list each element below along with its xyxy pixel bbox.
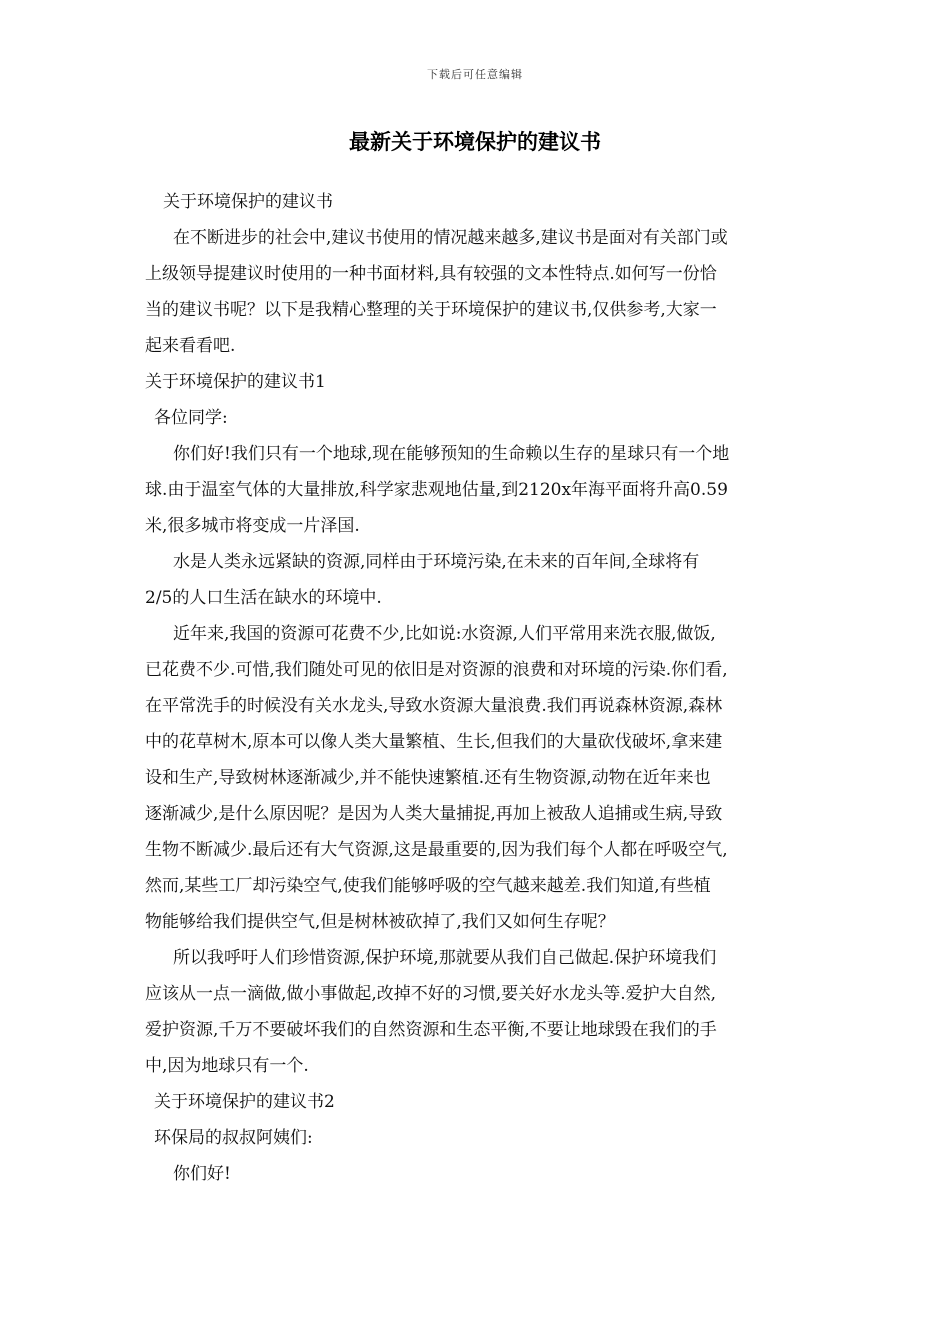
section-heading-2: 关于环境保护的建议书2 — [154, 1092, 335, 1112]
paragraph-line: 你们好!我们只有一个地球,现在能够预知的生命赖以生存的星球只有一个地 — [173, 444, 730, 464]
paragraph-line: 物能够给我们提供空气,但是树林被砍掉了,我们又如何生存呢？ — [145, 912, 615, 932]
paragraph-line: 已花费不少.可惜,我们随处可见的依旧是对资源的浪费和对环境的污染.你们看, — [145, 660, 728, 680]
paragraph-line: 在平常洗手的时候没有关水龙头,导致水资源大量浪费.我们再说森林资源,森林 — [145, 696, 723, 716]
paragraph-line: 生物不断减少.最后还有大气资源,这是最重要的,因为我们每个人都在呼吸空气, — [145, 840, 728, 860]
paragraph-line: 上级领导提建议时使用的一种书面材料,具有较强的文本性特点.如何写一份恰 — [145, 264, 717, 284]
paragraph-line: 在不断进步的社会中,建议书使用的情况越来越多,建议书是面对有关部门或 — [173, 228, 728, 248]
salutation-line: 环保局的叔叔阿姨们: — [154, 1128, 313, 1148]
paragraph-line: 2/5的人口生活在缺水的环境中. — [145, 588, 382, 608]
paragraph-line: 逐渐减少,是什么原因呢？是因为人类大量捕捉,再加上被敌人追捕或生病,导致 — [145, 804, 723, 824]
paragraph-line: 球.由于温室气体的大量排放,科学家悲观地估量,到2120x年海平面将升高0.59 — [145, 480, 728, 500]
paragraph-line: 然而,某些工厂却污染空气,使我们能够呼吸的空气越来越差.我们知道,有些植 — [145, 876, 711, 896]
paragraph-line: 当的建议书呢？以下是我精心整理的关于环境保护的建议书,仅供参考,大家一 — [145, 300, 717, 320]
document-body — [145, 184, 810, 1192]
paragraph-line: 起来看看吧. — [145, 336, 236, 356]
paragraph-line: 设和生产,导致树林逐渐减少,并不能快速繁植.还有生物资源,动物在近年来也 — [145, 768, 711, 788]
greeting-line: 你们好! — [173, 1164, 231, 1184]
paragraph-line: 爱护资源,千万不要破坏我们的自然资源和生态平衡,不要让地球毁在我们的手 — [145, 1020, 717, 1040]
section-heading-1: 关于环境保护的建议书1 — [145, 372, 326, 392]
paragraph-line: 水是人类永远紧缺的资源,同样由于环境污染,在未来的百年间,全球将有 — [173, 552, 700, 572]
paragraph-line: 中,因为地球只有一个. — [145, 1056, 309, 1076]
paragraph-line: 米,很多城市将变成一片泽国. — [145, 516, 360, 536]
paragraph-line: 应该从一点一滴做,做小事做起,改掉不好的习惯,要关好水龙头等.爱护大自然, — [145, 984, 717, 1004]
subtitle-line: 关于环境保护的建议书 — [163, 192, 333, 212]
paragraph-line: 近年来,我国的资源可花费不少,比如说:水资源,人们平常用来洗衣服,做饭, — [173, 624, 716, 644]
paragraph-line: 中的花草树木,原本可以像人类大量繁植、生长,但我们的大量砍伐破坏,拿来建 — [145, 732, 723, 752]
salutation-line: 各位同学: — [154, 408, 228, 428]
document-title: 最新关于环境保护的建议书 — [349, 130, 601, 154]
header-note: 下载后可任意编辑 — [427, 68, 523, 81]
paragraph-line: 所以我呼吁人们珍惜资源,保护环境,那就要从我们自己做起.保护环境我们 — [173, 948, 717, 968]
